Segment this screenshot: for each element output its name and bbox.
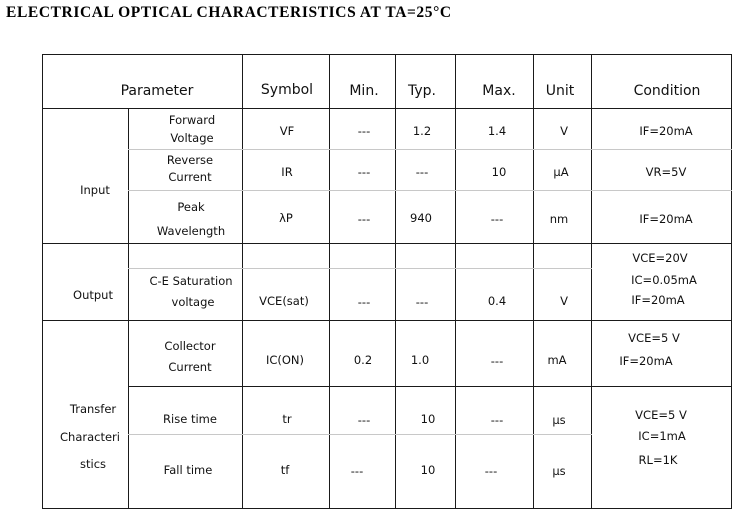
row-line-reverse	[128, 149, 732, 150]
forward-voltage-typ: 1.2	[412, 124, 432, 138]
collector-current-symbol: IC(ON)	[265, 353, 305, 367]
header-unit: Unit	[545, 83, 575, 99]
group-transfer-line1: Transfer	[69, 402, 117, 416]
ce-saturation-condition-line1: VCE=20V	[632, 251, 688, 265]
forward-voltage-unit: V	[560, 124, 568, 138]
collector-current-unit: mA	[547, 353, 567, 367]
header-parameter: Parameter	[120, 83, 194, 99]
collector-current-condition-line2: IF=20mA	[619, 354, 673, 368]
peak-wavelength-condition: IF=20mA	[639, 212, 693, 226]
row-line-peak	[128, 190, 732, 191]
peak-wavelength-max: ---	[490, 212, 504, 226]
header-typ: Typ.	[408, 83, 436, 99]
forward-voltage-param-line2: Voltage	[170, 131, 214, 145]
col-line-symbol	[242, 54, 243, 509]
collector-current-param-line2: Current	[168, 360, 212, 374]
forward-voltage-max: 1.4	[487, 124, 507, 138]
ce-saturation-symbol: VCE(sat)	[259, 294, 309, 308]
header-symbol: Symbol	[260, 82, 314, 98]
ce-saturation-typ: ---	[415, 295, 429, 309]
switching-condition-line1: VCE=5 V	[635, 408, 687, 422]
col-line-condition	[591, 54, 592, 509]
header-max: Max.	[482, 83, 516, 99]
group-transfer-line3: stics	[79, 457, 107, 471]
switching-condition-line2: IC=1mA	[638, 429, 686, 443]
row-line-fall	[128, 434, 592, 435]
collector-current-param-line1: Collector	[164, 339, 216, 353]
forward-voltage-symbol: VF	[279, 124, 295, 138]
table-border-right	[731, 54, 732, 509]
switching-condition-line3: RL=1K	[638, 453, 678, 467]
table-border-top	[42, 54, 732, 55]
row-line-header	[42, 108, 732, 109]
collector-current-condition-line1: VCE=5 V	[628, 331, 680, 345]
forward-voltage-min: ---	[357, 124, 371, 138]
collector-current-typ: 1.0	[410, 353, 430, 367]
ce-saturation-param-line1: C-E Saturation	[149, 274, 233, 288]
forward-voltage-param-line1: Forward	[168, 113, 216, 127]
rise-time-param: Rise time	[163, 412, 217, 426]
ce-saturation-condition-line3: IF=20mA	[631, 293, 685, 307]
rise-time-min: ---	[357, 413, 371, 427]
peak-wavelength-typ: 940	[410, 211, 432, 225]
ce-saturation-max: 0.4	[487, 294, 507, 308]
fall-time-param: Fall time	[163, 463, 213, 477]
group-output: Output	[73, 288, 113, 302]
reverse-current-condition: VR=5V	[645, 165, 687, 179]
rise-time-symbol: tr	[282, 412, 292, 426]
rise-time-unit: μs	[552, 413, 566, 427]
reverse-current-min: ---	[357, 165, 371, 179]
rise-time-max: ---	[490, 413, 504, 427]
fall-time-min: ---	[350, 464, 364, 478]
reverse-current-unit: μA	[553, 165, 569, 179]
reverse-current-typ: ---	[415, 165, 429, 179]
table-border-bottom	[42, 508, 732, 509]
col-line-unit	[533, 54, 534, 509]
fall-time-max: ---	[484, 464, 498, 478]
reverse-current-param-line2: Current	[168, 170, 212, 184]
row-line-output	[42, 243, 732, 244]
header-min: Min.	[349, 83, 379, 99]
collector-current-max: ---	[490, 354, 504, 368]
fall-time-symbol: tf	[280, 463, 290, 477]
fall-time-typ: 10	[420, 463, 436, 477]
row-line-output-inner	[128, 268, 592, 269]
col-line-typ	[395, 54, 396, 509]
ce-saturation-param-line2: voltage	[171, 295, 215, 309]
row-line-rise	[128, 386, 732, 387]
fall-time-unit: μs	[552, 464, 566, 478]
reverse-current-max: 10	[491, 165, 507, 179]
peak-wavelength-symbol: λP	[279, 211, 293, 225]
group-input: Input	[80, 183, 110, 197]
reverse-current-symbol: IR	[281, 165, 293, 179]
forward-voltage-condition: IF=20mA	[639, 124, 693, 138]
rise-time-typ: 10	[420, 412, 436, 426]
ce-saturation-unit: V	[560, 294, 568, 308]
col-line-group	[128, 108, 129, 508]
col-line-min	[329, 54, 330, 509]
peak-wavelength-unit: nm	[549, 212, 569, 226]
col-line-max	[455, 54, 456, 509]
group-transfer-line2: Characteri	[60, 430, 120, 444]
peak-wavelength-param-line2: Wavelength	[156, 224, 226, 238]
header-condition: Condition	[633, 83, 701, 99]
peak-wavelength-min: ---	[357, 212, 371, 226]
ce-saturation-min: ---	[357, 295, 371, 309]
reverse-current-param-line1: Reverse	[166, 153, 214, 167]
table-border-left	[42, 54, 43, 509]
row-line-transfer	[42, 320, 732, 321]
collector-current-min: 0.2	[353, 353, 373, 367]
peak-wavelength-param-line1: Peak	[177, 200, 205, 214]
ce-saturation-condition-line2: IC=0.05mA	[631, 273, 697, 287]
document-title: ELECTRICAL OPTICAL CHARACTERISTICS AT TA=25°C	[6, 4, 452, 21]
